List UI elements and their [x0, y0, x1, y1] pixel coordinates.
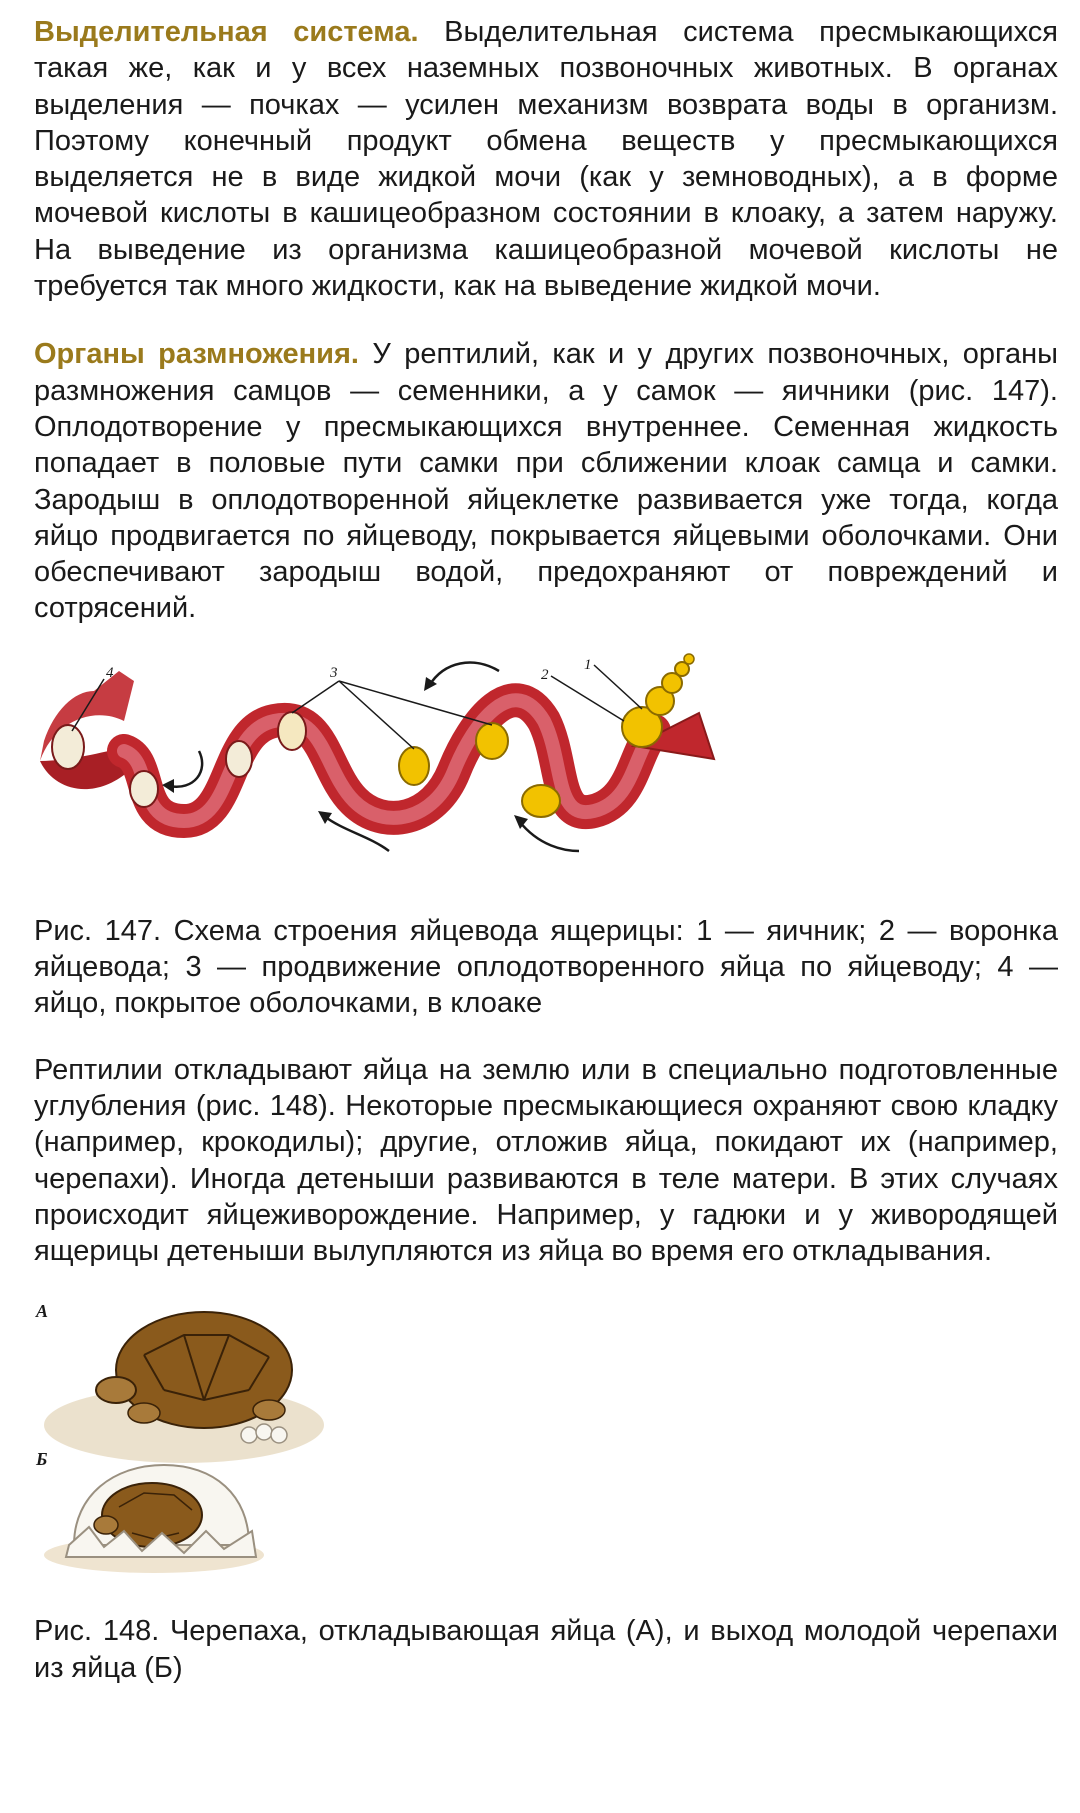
reproduction-text: У рептилий, как и у других позвоночных, органы размножения самцов — семенники, а у самок — яичники (рис. 147). Оплодотворение у пресмыкающихся внутреннее. Семенная жидкость попадает в половые пути самки при сближении клоак самца и самки. Зародыш в оплодотворенной яйцеклетке развивается уже тогда, когда яйцо продвигается по яйцеводу, покрывается яйцевыми оболочками. Они обеспечивают зародыш водой, предохраняют от повреждений и сотрясений.	[34, 338, 1058, 625]
leader-3c	[339, 681, 492, 725]
figure-148-turtle-illustration	[34, 1295, 334, 1595]
label-2: 2	[541, 666, 549, 683]
egg-in-cloaca	[52, 725, 84, 769]
egg-yolk-1	[399, 747, 429, 785]
label-a: А	[36, 1301, 49, 1322]
egg-shelled-2	[226, 741, 252, 777]
excretory-heading: Выделительная система.	[34, 16, 419, 48]
oviduct-svg	[34, 651, 784, 883]
excretory-paragraph	[34, 14, 1058, 304]
figure-147-oviduct-diagram	[34, 651, 784, 883]
arrow-bottom-right-head	[514, 815, 528, 829]
turtle-svg	[34, 1295, 334, 1595]
turtle-a-leg-back	[253, 1400, 285, 1420]
egg-yolk-2	[476, 723, 508, 759]
egg-a-3	[271, 1427, 287, 1443]
figure-148-caption: Рис. 148. Черепаха, откладывающая яйца (А), и выход молодой черепахи из яйца (Б)	[34, 1615, 1058, 1684]
ovary-follicle-5	[684, 654, 694, 664]
label-b: Б	[36, 1449, 48, 1470]
label-1: 1	[584, 656, 592, 673]
reproduction-heading: Органы размножения.	[34, 338, 359, 371]
figure-147-caption: Рис. 147. Схема строения яйцевода ящерицы: 1 — яичник; 2 — воронка яйцевода; 3 — продвижение оплодотворенного яйца по яйцеводу; 4 — яйцо, покрытое оболочками, в клоаке	[34, 914, 1058, 1020]
arrow-bottom-mid-head	[318, 811, 332, 824]
egg-a-2	[256, 1424, 272, 1440]
egg-shelled-3	[278, 712, 306, 750]
leader-3a	[292, 681, 339, 713]
arrow-top	[429, 662, 499, 685]
turtle-a-head	[96, 1377, 136, 1403]
egg-yolk-3	[522, 785, 560, 817]
label-4: 4	[106, 664, 114, 681]
label-3: 3	[330, 664, 338, 681]
reproduction-paragraph	[34, 336, 1058, 626]
leader-1	[594, 665, 642, 709]
hatchling-head	[94, 1516, 118, 1534]
excretory-text: Выделительная система пресмыкающихся такая же, как и у всех наземных позвоночных животных. В органах выделения — почках — усилен механизм возврата воды в организм. Поэтому конечный продукт обмена веществ у пресмыкающихся выделяется не в виде жидкой мочи (как у земноводных), а в форме мочевой кислоты в кашицеобразном состоянии в клоаку, а затем наружу. На выведение из организма кашицеобразной мочевой кислоты не требуется так много жидкости, как на выведение жидкой мочи.	[34, 16, 1058, 303]
egg-shelled-1	[130, 771, 158, 807]
page-content	[34, 14, 1058, 1686]
turtle-a-leg-front	[128, 1403, 160, 1423]
egg-a-1	[241, 1427, 257, 1443]
oviposition-paragraph: Рептилии откладывают яйца на землю или в специально подготовленные углубления (рис. 148). Некоторые пресмыкающиеся охраняют свою кладку (например, крокодилы); другие, отложив яйца, покидают их (например, черепахи). Иногда детеныши развиваются в теле матери. В этих случаях происходит яйцеживорождение. Например, у гадюки и у живородящей ящерицы детеныши вылупляются из яйца во время его откладывания.	[34, 1053, 1058, 1268]
